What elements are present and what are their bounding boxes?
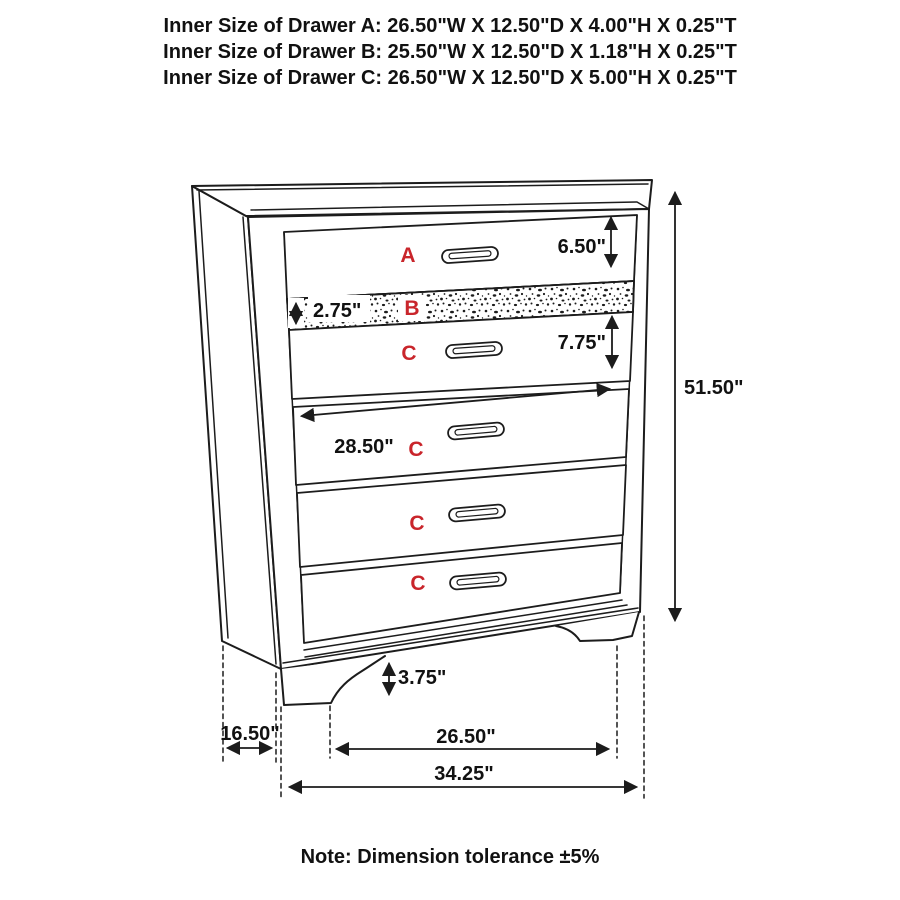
- header-line-drawer-a: Inner Size of Drawer A: 26.50"W X 12.50"D X 4.00"H X 0.25"T: [163, 15, 737, 37]
- header-line-drawer-b: Inner Size of Drawer B: 25.50"W X 12.50"D X 1.18"H X 0.25"T: [163, 41, 737, 63]
- drawer-c1-handle: [446, 342, 503, 359]
- dim-label-foot-height: 3.75": [398, 667, 447, 689]
- drawer-c1-label: C: [401, 342, 417, 365]
- tolerance-note: Note: Dimension tolerance ±5%: [300, 846, 600, 868]
- dim-label-side-depth: 16.50": [220, 723, 280, 745]
- drawer-a-handle: [442, 247, 499, 264]
- dim-label-feet-span: 26.50": [436, 726, 496, 748]
- drawer-a-label: A: [400, 244, 416, 267]
- dim-label-drawer-c-height: 7.75": [557, 332, 606, 354]
- dim-label-drawer-a-height: 6.50": [557, 236, 606, 258]
- dim-label-overall-height: 51.50": [684, 377, 744, 399]
- drawer-c2-label: C: [408, 438, 424, 461]
- dim-label-drawer-b-height: 2.75": [313, 300, 362, 322]
- header-line-drawer-c: Inner Size of Drawer C: 26.50"W X 12.50"D X 5.00"H X 0.25"T: [163, 67, 737, 89]
- dim-label-drawer-width: 28.50": [334, 436, 394, 458]
- drawer-b-label: B: [404, 297, 420, 320]
- drawer-c4-label: C: [410, 572, 426, 595]
- dim-label-overall-width: 34.25": [434, 763, 494, 785]
- drawer-c3-label: C: [409, 512, 425, 535]
- cabinet-line-art: [192, 180, 675, 798]
